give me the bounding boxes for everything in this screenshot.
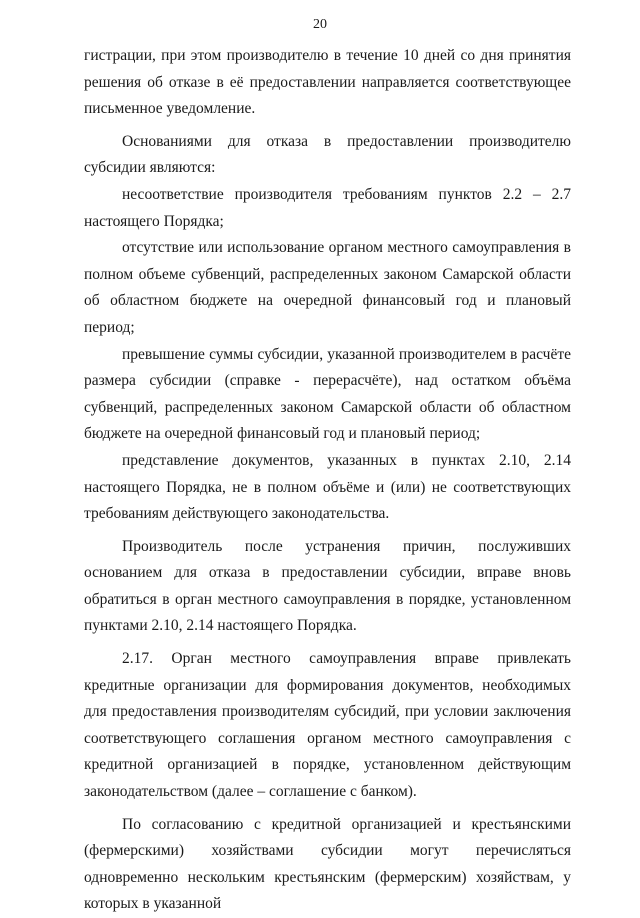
page-number: 20 [313, 17, 327, 32]
paragraph-bank-transfer: По согласованию с кредитной организацией и крестьянскими (фермерскими) хозяйствами субсидии могут перечисляться одновременно нескольким крестьянским (фермерским) хозяйствам, у которых в указанной [84, 815, 571, 913]
paragraph-2-17: 2.17. Орган местного самоуправления вправе привлекать кредитные организации для формирования документов, необходимых для предоставления производителям субсидий, при условии заключения соответствующего соглашения органом местного самоуправления с кредитной организацией в порядке, установленном действующим законодательством (далее – соглашение с банком). [84, 650, 571, 801]
document-body [84, 43, 571, 918]
paragraph-ground-2: отсутствие или использование органом местного самоуправления в полном объеме субвенций, распределенных законом Самарской области об областном бюджете на очередной финансовый год и плановый период; [84, 239, 571, 336]
paragraph-reapply: Производитель после устранения причин, послуживших основанием для отказа в предоставлении субсидии, вправе вновь обратиться в орган местного самоуправления в порядке, установленном пунктами 2.10, 2.14 настоящего Порядка. [84, 537, 571, 635]
paragraph-continuation: гистрации, при этом производителю в течение 10 дней со дня принятия решения об отказе в её предоставлении направляется соответствующее письменное уведомление. [84, 47, 571, 118]
paragraph-ground-3: превышение суммы субсидии, указанной производителем в расчёте размера субсидии (справке - перерасчёте), над остатком объёма субвенций, распределенных законом Самарской области об областном бюджете на очередной финансовый год и плановый период; [84, 345, 571, 443]
paragraph-ground-1: несоответствие производителя требованиям пунктов 2.2 – 2.7 настоящего Порядка; [84, 185, 571, 230]
paragraph-grounds-intro: Основаниями для отказа в предоставлении производителю субсидии являются: [84, 132, 571, 177]
paragraph-ground-4: представление документов, указанных в пунктах 2.10, 2.14 настоящего Порядка, не в полном объёме и (или) не соответствующих требованиям действующего законодательства. [84, 451, 571, 523]
